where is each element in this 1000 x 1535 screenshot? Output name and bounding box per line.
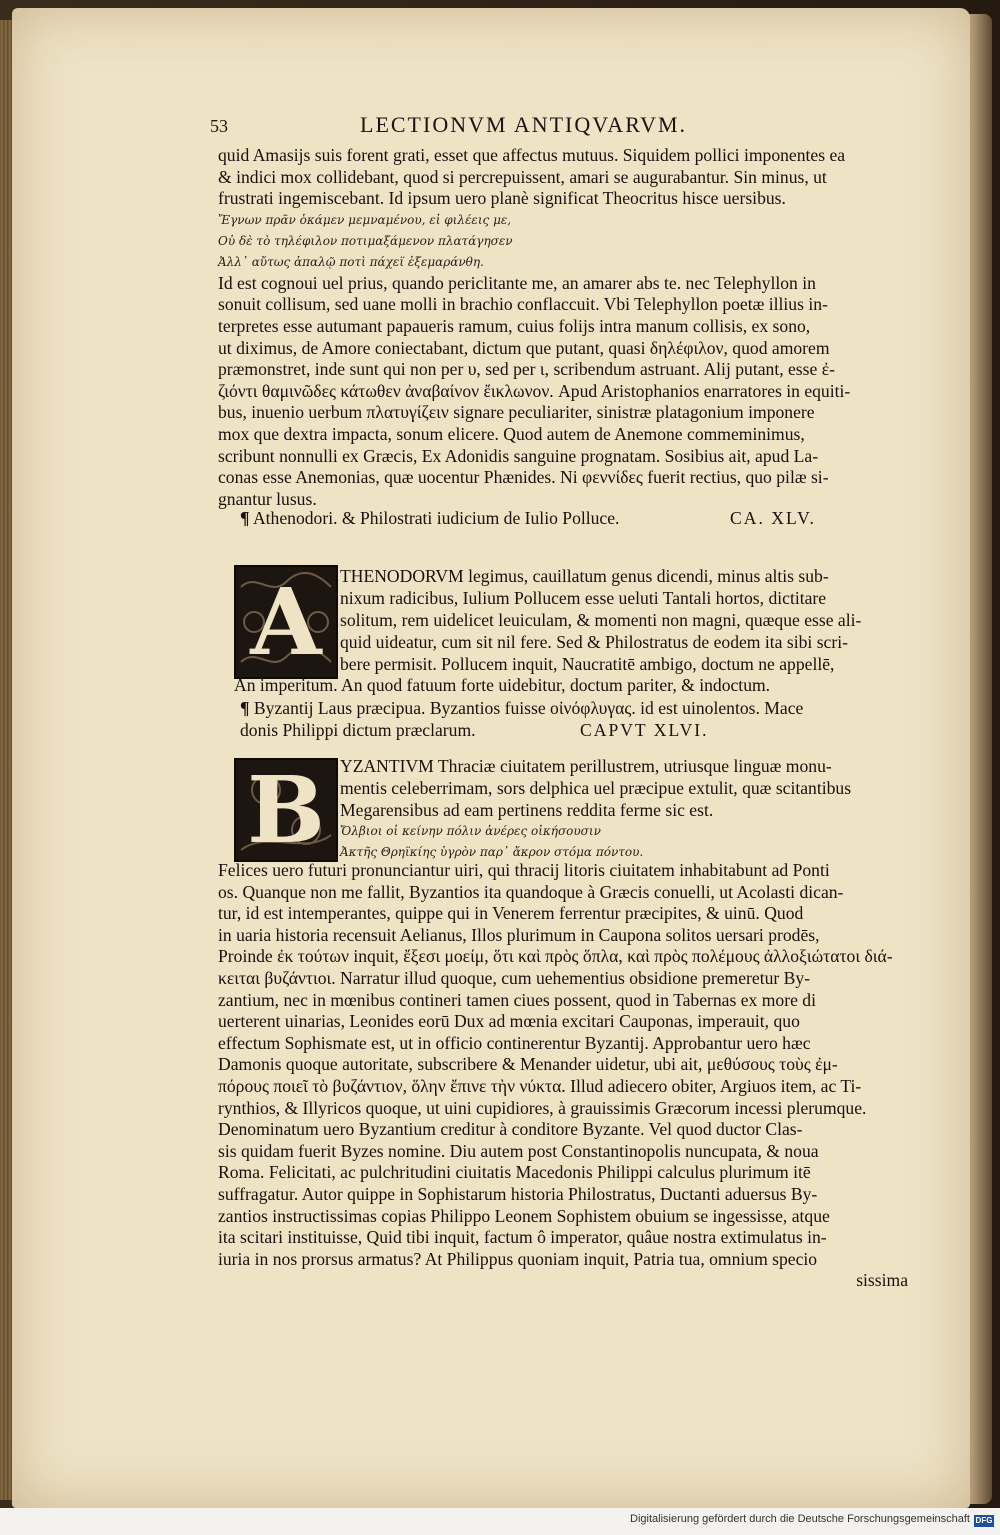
decorated-initial-a: [234, 565, 338, 679]
running-head: LECTIONVM ANTIQVARVM.: [360, 112, 688, 137]
text-line: ut diximus, de Amore coniectabant, dictum que putant, quasi δηλέφιλον, quod amorem: [218, 337, 830, 358]
section-1-text: [218, 145, 908, 510]
text-line: zantios instructissimas copias Philippo Leonem Sophistem obuium se ingessisse, atque: [218, 1205, 830, 1226]
text-line: scribunt nonnulli ex Græcis, Ex Adonidis sanguine prognatam. Sosibius ait, apud La-: [218, 445, 819, 466]
footer-credit: Digitalisierung gefördert durch die Deutsche Forschungsgemeinschaft: [630, 1513, 970, 1525]
text-line: frustrati ingemiscebant. Id ipsum uero planè significat Theocritus hisce uersibus.: [218, 188, 786, 209]
pilcrow-icon: ¶: [240, 698, 250, 718]
catchword: sissima: [856, 1270, 908, 1291]
greek-verse: Ἀλλ᾽ αὔτως ἁπαλῷ ποτὶ πάχεϊ ἐξεμαράνθη.: [218, 254, 484, 269]
chapter-46-opening: [340, 755, 896, 863]
greek-verse: Ἔγνων πρᾶν ὁκάμεν μεμναμένου, εἰ φιλέεις με,: [218, 212, 512, 227]
text-line: Denominatum uero Byzantium creditur à conditore Byzante. Vel quod ductor Clas-: [218, 1119, 803, 1140]
text-line: uerterent uinarias, Leonides eorū Dux ad mœnia excitari Cauponas, imperauit, quo: [218, 1011, 800, 1032]
text-line: solitum, rem uidelicet leuiculam, & momenti non magni, quæque esse ali-: [340, 610, 862, 630]
text-line: suffragatur. Autor quippe in Sophistarum historia Philostratus, Ductanti aduersus By-: [218, 1183, 818, 1204]
text-line: terpretes esse autumant papaueris ramum, cuius folijs intra manum collisis, ex sono,: [218, 315, 811, 336]
chapter-title: Athenodori. & Philostrati iudicium de Iulio Polluce.: [252, 508, 620, 528]
text-line: mentis celeberrimam, sors delphica uel præcipue extulit, quæ scitantibus: [340, 778, 852, 798]
text-line: κειται βυζάντιοι. Narratur illud quoque, cum uehementius obsidione premeretur By-: [218, 967, 811, 988]
text-line: rynthios, & Illyricos quoque, ut uini cupidiores, à grauissimis Græcorum incessi plerumque.: [218, 1097, 867, 1118]
text-line: gnantur lusus.: [218, 488, 317, 509]
chapter-title-cont: donis Philippi dictum præclarum.: [240, 720, 476, 740]
text-line: Felices uero futuri pronunciantur uiri, qui thracij litoris ciuitatem inhabitabunt ad Ponti: [218, 860, 830, 880]
decorated-initial-b: [234, 758, 338, 862]
greek-verse: Οὐ δὲ τὸ τηλέφιλον ποτιμαξάμενον πλατάγησεν: [218, 233, 513, 248]
text-line: ita scitari instituisse, Quid tibi inquit, factum ô imperator, quâue nostra extimulatus in-: [218, 1227, 827, 1248]
text-line: conas esse Anemonias, quæ uocentur Phænides. Ni φεννίδες fuerit rectius, quo pilæ si-: [218, 467, 829, 488]
digitization-footer: [0, 1508, 1000, 1535]
chapter-46-body: [218, 860, 908, 1292]
page-number: 53: [210, 116, 228, 136]
text-line: quid uideatur, cum sit nil fere. Sed & Philostratus de eodem ita sibi scri-: [340, 632, 848, 652]
text-line: effectum Sophismate est, ut in officio continerentur Byzantij. Approbantur uero hæc: [218, 1032, 811, 1053]
initial-letter: A: [250, 568, 322, 676]
text-line: sis quidam fuerit Byzes nomine. Diu autem post Constantinopolis nuncupata, & noua: [218, 1140, 819, 1161]
text-line: in uaria historia recensuit Aelianus, Illos plurimum in Caupona solitos uersari prodēs,: [218, 924, 820, 945]
text-line: ζιόντι θαμινῶδες κάτωθεν ἀναβαίνον ἔικλωνον. Apud Aristophanios enarratores in equiti-: [218, 380, 851, 401]
chapter-45-opening: [340, 565, 896, 675]
chapter-46-heading: [240, 697, 910, 741]
text-line: præmonstret, inde sunt qui non per υ, sed per ι, scribendum astruant. Alij putant, esse ἐ-: [218, 359, 835, 380]
text-line: Damonis quoque autoritate, subscribere & Menander uidetur, ubi ait, μεθύσους τοὺς ἐμ-: [218, 1054, 838, 1075]
chapter-number: CA. XLV.: [730, 508, 816, 528]
text-line: bere permisit. Pollucem inquit, Naucratitē ambigo, doctum ne appellē,: [340, 654, 835, 674]
text-line: zantium, nec in mœnibus contineri tamen ciues possent, quod in Tabernas ex more di: [218, 989, 816, 1010]
text-line: os. Quanque non me fallit, Byzantios ita quandoque à Græcis conuelli, ut Acolasti dican-: [218, 881, 844, 902]
text-line: Proinde ἐκ τούτων inquit, ἔξεσι μοείμ, ὅτι καὶ πρὸς ὅπλα, καὶ πρὸς πολέμους ἀλλοξιώτατοι διά-: [218, 946, 893, 967]
text-line: THENODORVM legimus, cauillatum genus dicendi, minus altis sub-: [340, 566, 829, 586]
text-line: sonuit collisum, sed uane molli in brachio conflaccuit. Vbi Telephyllon poetæ illius in-: [218, 294, 828, 315]
text-line: Id est cognoui uel prius, quando periclitante me, an amarer abs te. nec Telephyllon in: [218, 272, 816, 293]
pilcrow-icon: ¶: [240, 508, 250, 528]
chapter-title: Byzantij Laus præcipua. Byzantios fuisse οἰνόφλυγας. id est uinolentos. Mace: [253, 698, 804, 718]
chapter-45-tail: [234, 675, 924, 697]
greek-oracle-line: Ὄλβιοι οἱ κείνην πόλιν ἀνέρες οἰκήσουσιν: [340, 824, 601, 838]
page-header: [210, 112, 900, 142]
text-line: Roma. Felicitati, ac pulchritudini ciuitatis Macedonis Philippi calculus plurimum itē: [218, 1162, 811, 1183]
dfg-logo-icon: DFG: [975, 1516, 993, 1525]
text-line: Megarensibus ad eam pertinens reddita ferme sic est.: [340, 800, 714, 820]
initial-letter: B: [247, 758, 325, 862]
text-line: & indici mox collidebant, quod si percrepuissent, amari se augurabantur. Sin minus, ut: [218, 166, 827, 187]
text-line: bus, inuenio uerbum πλατυγίζειν signare peculiariter, sinistræ platagonium imponere: [218, 402, 815, 423]
chapter-number: CAPVT XLVI.: [580, 720, 709, 740]
text-line: tur, id est intemperantes, quippe qui in Venerem ferrentur præcipites, & uinū. Quod: [218, 903, 804, 924]
chapter-45-heading: [240, 507, 910, 529]
text-line: quid Amasijs suis forent grati, esset que affectus mutuus. Siquidem pollici imponentes ea: [218, 145, 846, 165]
text-line: mox que dextra impacta, sonum elicere. Quod autem de Anemone commeminimus,: [218, 423, 805, 444]
text-line: iuria in nos prorsus armatus? At Philippus quoniam inquit, Patria tua, omnium specio: [218, 1248, 818, 1269]
text-line: An imperitum. An quod fatuum forte uidebitur, doctum pariter, & indoctum.: [234, 675, 771, 695]
text-line: πόρους ποιεῖ τὸ βυζάντιον, ὅλην ἔπινε τὴν νύκτα. Illud adiecero obiter, Argiuos item, ac Ti-: [218, 1075, 862, 1096]
greek-oracle-line: Ἀκτῆς Θρηϊκίης ὑγρὸν παρ᾽ ἄκρον στόμα πόντου.: [340, 845, 644, 859]
text-line: YZANTIVM Thraciæ ciuitatem perillustrem, utriusque linguæ monu-: [340, 756, 832, 776]
text-line: nixum radicibus, Iulium Pollucem esse ueluti Tantali hortos, dictitare: [340, 588, 827, 608]
